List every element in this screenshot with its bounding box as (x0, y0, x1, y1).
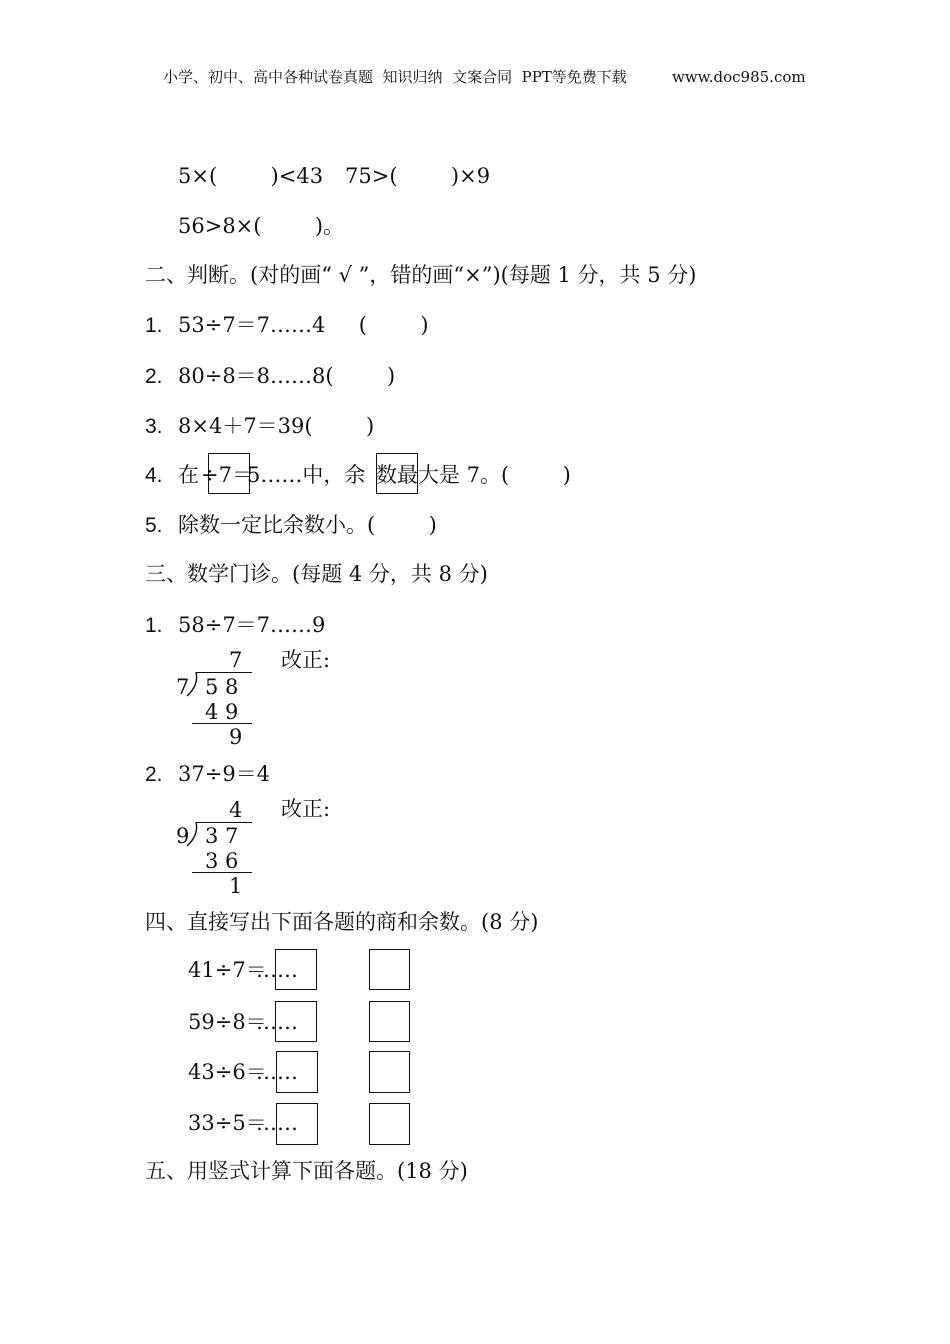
judge-1-num: 1. (145, 314, 163, 337)
fill-item-b: 75>( )×9 (345, 164, 491, 188)
judge-5-text: 除数一定比余数小。( ) (178, 513, 437, 537)
answer-box[interactable] (276, 1103, 318, 1145)
judge-1-text: 53÷7＝7……4 ( ) (178, 313, 429, 337)
judge-3-text: 8×4＋7＝39( ) (178, 414, 375, 438)
judge-2-text: 80÷8＝8……8( ) (178, 364, 396, 388)
quotient-item-3: 43÷6＝ (188, 1060, 267, 1084)
division-2-dividend: 3 7 (205, 824, 239, 848)
division-bar (196, 672, 252, 673)
division-2-remainder: 1 (229, 874, 243, 898)
answer-box[interactable] (369, 1001, 410, 1042)
division-bar (196, 822, 252, 823)
answer-box[interactable] (369, 1103, 410, 1145)
answer-box[interactable] (275, 1001, 317, 1042)
answer-box[interactable] (369, 1051, 410, 1093)
judge-4-p4: 数最 (376, 463, 418, 487)
division-2-divisor: 9 (176, 824, 190, 848)
section5-title: 五、用竖式计算下面各题。(18 分) (145, 1159, 468, 1183)
section2-title: 二、判断。(对的画“ √ ”，错的画“×”)(每题 1 分，共 5 分) (145, 263, 697, 287)
division-2-product: 3 6 (205, 849, 239, 873)
division-1-product: 4 9 (205, 700, 239, 724)
division-1-dividend: 5 8 (205, 675, 239, 699)
answer-box[interactable] (276, 1051, 318, 1093)
clinic-1-correction-label: 改正: (281, 648, 331, 672)
fill-item-c: 56>8×( )。 (178, 214, 345, 238)
subtraction-line (192, 872, 252, 873)
judge-4-p5: 大是 7。( ) (418, 463, 571, 487)
division-1-quotient: 7 (229, 648, 243, 672)
clinic-1-num: 1. (145, 614, 163, 637)
judge-3-num: 3. (145, 415, 163, 438)
clinic-1-text: 58÷7＝7……9 (178, 613, 326, 637)
answer-box[interactable] (369, 949, 410, 990)
ellipsis: …… (256, 1010, 298, 1034)
division-1-divisor: 7 (176, 675, 190, 699)
judge-4-num: 4. (145, 464, 163, 487)
ellipsis: …… (256, 1060, 298, 1084)
section4-title: 四、直接写出下面各题的商和余数。(8 分) (145, 910, 539, 934)
header-right: www.doc985.com (672, 68, 806, 86)
subtraction-line (192, 723, 252, 724)
clinic-2-correction-label: 改正: (281, 797, 331, 821)
judge-2-num: 2. (145, 365, 163, 388)
answer-box (376, 453, 418, 494)
judge-4-p2: ÷7＝ (201, 463, 253, 487)
answer-box[interactable] (275, 949, 317, 990)
header-left: 小学、初中、高中各种试卷真题 知识归纳 文案合同 PPT等免费下载 (163, 68, 627, 86)
division-1-remainder: 9 (229, 725, 243, 749)
quotient-item-2: 59÷8＝ (188, 1010, 267, 1034)
division-2-quotient: 4 (229, 798, 243, 822)
ellipsis: …… (256, 1111, 298, 1135)
judge-4-p3: 5……中，余 (247, 463, 366, 487)
fill-item-a: 5×( )<43 (178, 164, 324, 188)
answer-box (208, 453, 250, 494)
ellipsis: …… (256, 958, 298, 982)
quotient-item-1: 41÷7＝ (188, 958, 267, 982)
quotient-item-4: 33÷5＝ (188, 1111, 267, 1135)
clinic-2-num: 2. (145, 763, 163, 786)
judge-5-num: 5. (145, 514, 163, 537)
clinic-2-text: 37÷9＝4 (178, 762, 271, 786)
section3-title: 三、数学门诊。(每题 4 分，共 8 分) (145, 562, 488, 586)
judge-4-p1: 在 (178, 463, 199, 487)
